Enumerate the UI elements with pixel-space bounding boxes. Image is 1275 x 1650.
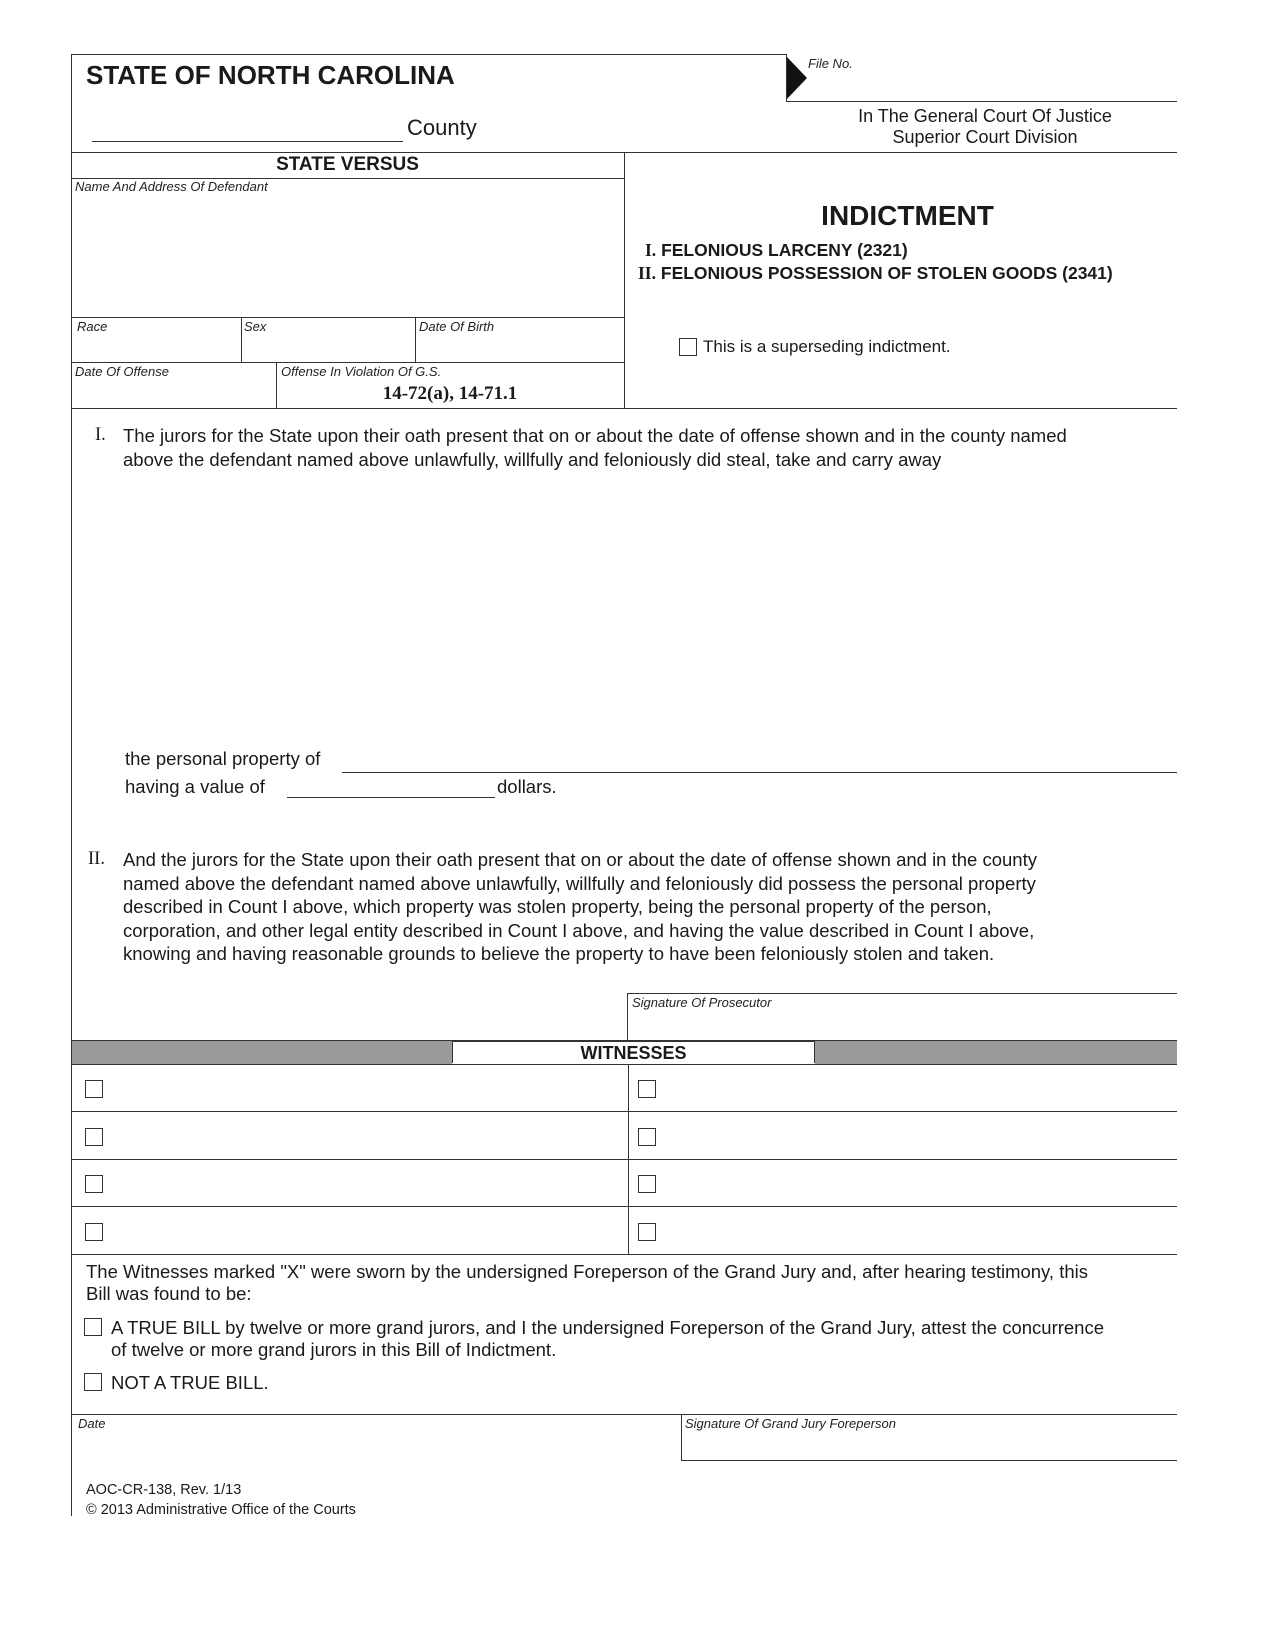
divider: [71, 1414, 1177, 1415]
witness-checkbox[interactable]: [638, 1175, 656, 1193]
true-bill-line: of twelve or more grand jurors in this Bill of Indictment.: [111, 1339, 557, 1360]
not-true-bill-checkbox[interactable]: [84, 1373, 102, 1391]
county-field[interactable]: [92, 141, 403, 142]
name-address-label: Name And Address Of Defendant: [75, 179, 268, 194]
count2-line: knowing and having reasonable grounds to believe the property to have been feloniously stolen and taken.: [123, 943, 995, 964]
count1-numeral: I.: [95, 425, 106, 445]
charge-1: [645, 240, 908, 261]
divider: [71, 1064, 1177, 1065]
count2-line: corporation, and other legal entity described in Count I above, and having the value described in Count I above,: [123, 919, 1035, 941]
form-number: AOC-CR-138, Rev. 1/13: [86, 1482, 242, 1498]
count2-line: named above the defendant named above unlawfully, willfully and feloniously did possess the personal property: [123, 872, 1036, 894]
charge-numeral: II.: [638, 263, 656, 283]
state-versus-heading: STATE VERSUS: [276, 154, 419, 175]
witness-checkbox[interactable]: [638, 1080, 656, 1098]
prosecutor-signature-field[interactable]: [630, 1010, 1175, 1038]
property-of-label: the personal property of: [125, 748, 321, 769]
dollars-label: dollars.: [497, 776, 557, 797]
witness-checkbox[interactable]: [85, 1175, 103, 1193]
divider: [71, 1254, 1177, 1255]
finding-line: Bill was found to be:: [86, 1283, 252, 1304]
true-bill-text: [111, 1317, 1104, 1361]
column-divider: [624, 152, 625, 408]
court-line1: In The General Court Of Justice: [858, 106, 1112, 126]
date-label: Date: [78, 1416, 106, 1431]
dob-label: Date Of Birth: [419, 319, 495, 334]
divider: [627, 993, 628, 1040]
charge-2: [638, 263, 1113, 284]
sex-label: Sex: [244, 319, 267, 334]
witness-checkbox[interactable]: [85, 1128, 103, 1146]
true-bill-checkbox[interactable]: [84, 1318, 102, 1336]
charge-text: FELONIOUS POSSESSION OF STOLEN GOODS (2341): [660, 263, 1113, 283]
witnesses-bar-left: [72, 1041, 452, 1064]
prosecutor-signature-label: Signature Of Prosecutor: [632, 995, 772, 1010]
divider: [71, 362, 624, 363]
divider: [71, 1111, 1177, 1112]
value-field[interactable]: [287, 797, 495, 798]
count2-line: And the jurors for the State upon their oath present that on or about the date of offense shown and in the county: [123, 849, 1037, 870]
property-description-field[interactable]: [123, 472, 1173, 742]
superseding-label: This is a superseding indictment.: [703, 337, 951, 356]
court-line2: Superior Court Division: [892, 127, 1078, 147]
divider: [681, 1414, 682, 1460]
copyright: © 2013 Administrative Office of the Courts: [86, 1502, 356, 1518]
offense-label: Offense In Violation Of G.S.: [281, 364, 442, 379]
count2-numeral: II.: [88, 849, 105, 869]
charge-numeral: I.: [645, 240, 657, 260]
witnesses-heading: WITNESSES: [452, 1041, 815, 1063]
top-border: [71, 54, 786, 55]
indictment-title: INDICTMENT: [821, 200, 994, 231]
charge-text: FELONIOUS LARCENY (2321): [661, 240, 908, 260]
date-field[interactable]: [74, 1432, 674, 1458]
true-bill-line: A TRUE BILL by twelve or more grand jurors, and I the undersigned Foreperson of the Grand Jury, attest the concurrence: [111, 1317, 1105, 1338]
count1-line: The jurors for the State upon their oath present that on or about the date of offense shown and in the county named: [123, 425, 1067, 446]
state-title: STATE OF NORTH CAROLINA: [86, 60, 455, 90]
foreperson-signature-field[interactable]: [684, 1432, 1174, 1458]
finding-line: The Witnesses marked "X" were sworn by the undersigned Foreperson of the Grand Jury and, after hearing testimony, this: [86, 1261, 1088, 1282]
witnesses-bar-right: [815, 1041, 1177, 1064]
value-label: having a value of: [125, 776, 265, 797]
witness-checkbox[interactable]: [85, 1080, 103, 1098]
divider: [71, 1159, 1177, 1160]
witness-checkbox[interactable]: [638, 1223, 656, 1241]
offense-statute-value: 14-72(a), 14-71.1: [382, 383, 518, 404]
race-label: Race: [77, 319, 108, 334]
divider: [415, 317, 416, 362]
divider: [71, 317, 624, 318]
foreperson-signature-label: Signature Of Grand Jury Foreperson: [685, 1416, 896, 1431]
divider: [681, 1460, 1177, 1461]
divider: [71, 408, 1177, 409]
name-address-field[interactable]: [72, 196, 622, 316]
court-name: [790, 106, 1180, 148]
footer: [86, 1480, 356, 1520]
divider: [628, 1064, 629, 1254]
count2-text: [123, 848, 1037, 966]
witness-checkbox[interactable]: [85, 1223, 103, 1241]
count2-line: described in Count I above, which property was stolen property, being the personal property of the person,: [123, 896, 992, 917]
file-no-label: File No.: [808, 56, 853, 71]
divider: [627, 993, 1177, 994]
count1-line: above the defendant named above unlawfully, willfully and feloniously did steal, take and carry away: [123, 448, 942, 470]
file-no-divider: [786, 54, 787, 101]
divider: [241, 317, 242, 362]
superseding-checkbox[interactable]: [679, 338, 697, 356]
file-no-field[interactable]: [786, 101, 1177, 102]
divider: [71, 1206, 1177, 1207]
file-no-arrow-icon: [786, 56, 807, 100]
not-true-bill-label: NOT A TRUE BILL.: [111, 1372, 269, 1393]
date-of-offense-label: Date Of Offense: [75, 364, 169, 379]
witness-checkbox[interactable]: [638, 1128, 656, 1146]
count1-text: [123, 424, 1067, 471]
county-label: County: [407, 115, 477, 140]
finding-text: [86, 1261, 1088, 1305]
property-owner-field[interactable]: [342, 772, 1177, 773]
